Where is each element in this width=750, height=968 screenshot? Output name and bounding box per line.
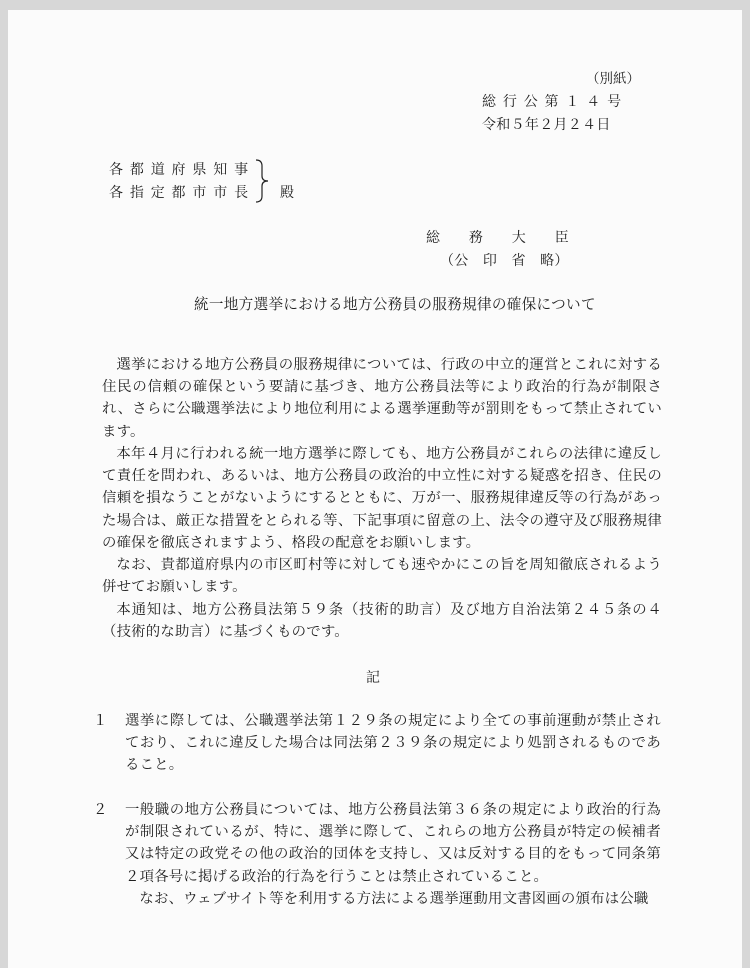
document-title: 統一地方選挙における地方公務員の服務規律の確保について	[194, 296, 596, 313]
seal-omitted-note: （公 印 省 略）	[440, 253, 569, 269]
ki-heading: 記	[366, 670, 381, 686]
paragraph-3: なお、貴都道府県内の市区町村等に対しても速やかにこの旨を周知徹底されるよう併せてお願いします。	[102, 557, 662, 596]
document-number: 総 行 公 第 １ ４ 号	[482, 94, 623, 110]
item-number: １	[93, 713, 108, 729]
list-item-2	[93, 799, 661, 910]
brace-icon	[254, 158, 272, 204]
paragraph-1: 選挙における地方公務員の服務規律については、行政の中立的運営とこれに対する住民の信頼の確保という要請に基づき、地方公務員法等により政治的行為が制限され、さらに公職選挙法により地位利用による選挙運動等が罰則をもって禁止されています。	[102, 357, 662, 440]
paragraph-4: 本通知は、地方公務員法第５９条（技術的助言）及び地方自治法第２４５条の４（技術的な助言）に基づくものです。	[102, 602, 662, 641]
document-page	[8, 10, 742, 968]
honorific: 殿	[280, 185, 295, 201]
item-text: 選挙に際しては、公職選挙法第１２９条の規定により全ての事前運動が禁止されており、これに違反した場合は同法第２３９条の規定により処罰されるものであること。	[125, 713, 661, 774]
sender-title: 総 務 大 臣	[426, 230, 569, 246]
attachment-label: （別紙）	[586, 71, 640, 87]
item-number: ２	[93, 802, 108, 818]
issue-date: 令和５年２月２４日	[482, 117, 611, 133]
paragraph-2: 本年４月に行われる統一地方選挙に際しても、地方公務員がこれらの法律に違反して責任を問われ、あるいは、地方公務員の政治的中立性に対する疑惑を招き、住民の信頼を損なうことがないようにするとともに、万が一、服務規律違反等の行為があった場合は、厳正な措置をとられる等、下記事項に留意の上、法令の遵守及び服務規律の確保を徹底されますよう、格段の配意をお願いします。	[102, 446, 662, 551]
list-item-1	[93, 710, 661, 777]
addressee-governors: 各 都 道 府 県 知 事	[109, 162, 250, 178]
addressee-mayors: 各 指 定 都 市 市 長	[109, 185, 250, 201]
item-continuation: なお、ウェブサイト等を利用する方法による選挙運動用文書図画の頒布は公職	[139, 890, 649, 907]
item-text: 一般職の地方公務員については、地方公務員法第３６条の規定により政治的行為が制限されているが、特に、選挙に際して、これらの地方公務員が特定の候補者又は特定の政党その他の政治的団体を支持し、又は反対する目的をもって同条第２項各号に掲げる政治的行為を行うことは禁止されていること。	[125, 802, 661, 885]
